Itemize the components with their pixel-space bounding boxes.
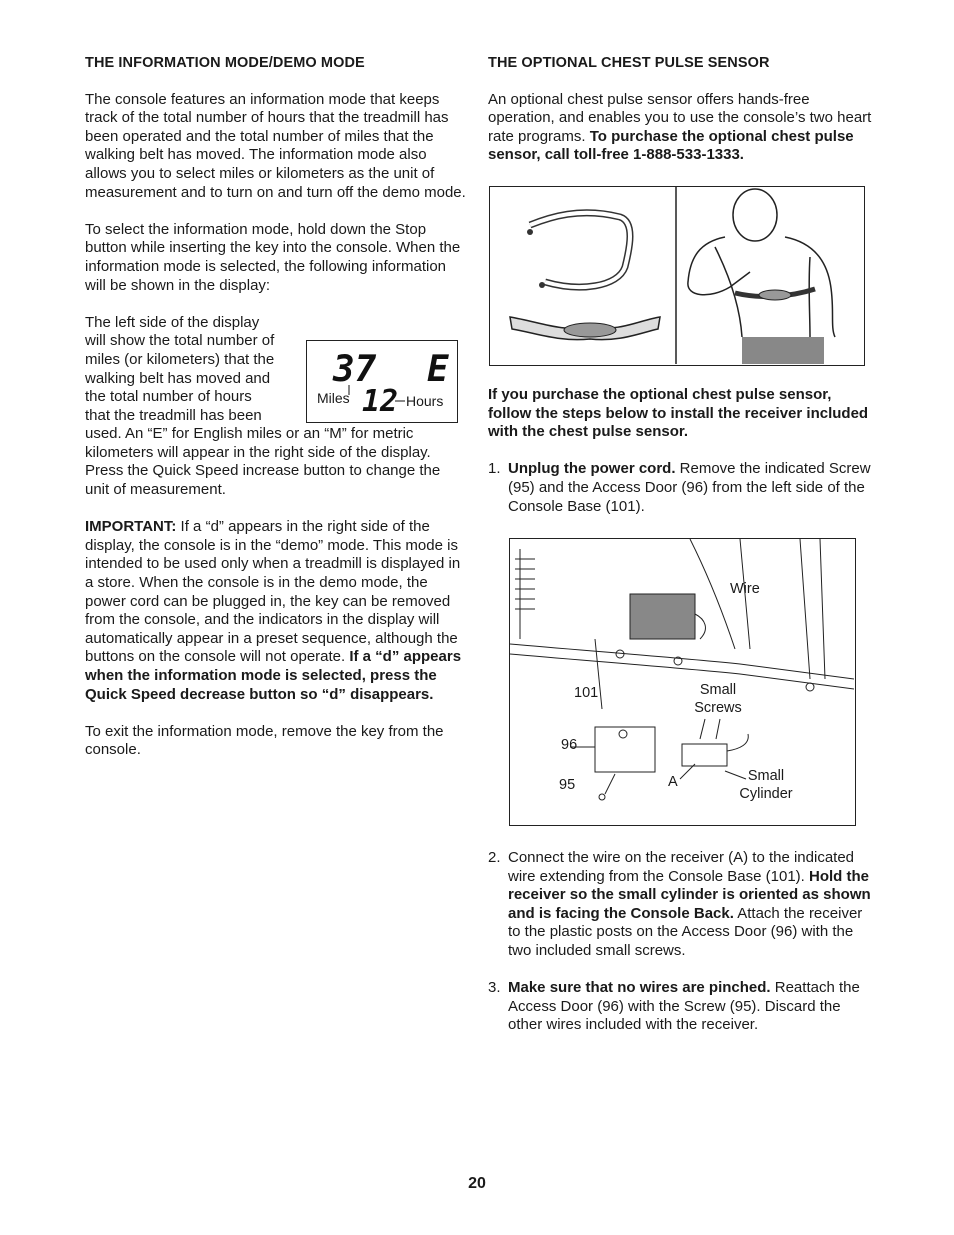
step-bold: Make sure that no wires are pinched.: [508, 979, 771, 997]
chest-pulse-intro: [488, 91, 872, 165]
text-line: walking belt has moved and: [85, 369, 271, 387]
important-bold-instruction: If a “d” appears when the information mode is selected, press the Quick Speed decrease button so “d” disappears.: [85, 648, 462, 703]
step-text: Remove the indicated Screw (95) and the Access Door (96) from the left side of the Console Base (101).: [508, 460, 871, 515]
install-steps-continued: [488, 849, 872, 1054]
page-number: 20: [468, 1175, 486, 1192]
chest-strap-figure: [489, 186, 865, 366]
small-screws-label: Small Screws: [694, 682, 742, 716]
exit-information-mode: To exit the information mode, remove the key from the console.: [85, 722, 444, 759]
information-mode-intro: The console features an information mode that keeps track of the total number of hours that the treadmill has been operated and the total number of miles that the walking belt has moved. The information mode also allows you to select miles or kilometers as the unit of measurement and to turn on and turn off the demo mode.: [85, 90, 466, 201]
unit-indicator: E: [427, 349, 449, 390]
step-number: 2.: [488, 849, 501, 866]
step-bold: Hold the receiver so the small cylinder is oriented as shown and is facing the Console Back.: [508, 867, 871, 922]
step-bold: Unplug the power cord.: [508, 460, 676, 478]
information-mode-heading: THE INFORMATION MODE/DEMO MODE: [85, 55, 365, 71]
install-receiver-block: [488, 386, 872, 535]
information-mode-select-instructions: To select the information mode, hold down the Stop button while inserting the key into the console. When the information mode is selected, the following information will be shown in the display:: [85, 220, 461, 294]
install-step: [488, 849, 872, 961]
install-step: [488, 460, 872, 516]
chest-pulse-intro-text: An optional chest pulse sensor offers hands-free operation, and enables you to use the console’s two heart rate programs.: [488, 90, 872, 145]
part-101-label: 101: [574, 685, 599, 701]
wire-label: Wire: [730, 581, 760, 597]
install-receiver-intro: [488, 386, 872, 442]
console-base-figure: [509, 538, 856, 826]
miles-label: Miles: [317, 390, 350, 406]
important-text: If a “d” appears in the right side of the display, the console is in the “demo” mode. This mode is intended to be used only when a treadmill is displayed in a store. When the console is in the demo mode, the power cord can be plugged in, the key can be removed from the console, and the indicators in the display will automatically appear in a preset sequence, although the buttons on the console will not operate.: [85, 518, 461, 666]
part-96-label: 96: [561, 737, 578, 753]
part-a-label: A: [668, 774, 678, 790]
step-text: Connect the wire on the receiver (A) to the indicated wire extending from the Console Base (101).: [508, 849, 855, 885]
install-receiver-intro-text: If you purchase the optional chest pulse sensor, follow the steps below to install the receiver included with the chest pulse sensor.: [488, 386, 869, 441]
install-step: [488, 979, 872, 1035]
text-line: The left side of the display: [85, 313, 260, 331]
demo-mode-important: [85, 518, 467, 704]
console-display-figure: [306, 340, 458, 423]
step-number: 1.: [488, 460, 501, 478]
hours-label: Hours: [406, 393, 444, 409]
chest-strap-illustration: [490, 187, 863, 364]
step-number: 3.: [488, 979, 501, 997]
small-cylinder-label: Small Cylinder: [739, 768, 793, 802]
hours-value: 12: [362, 384, 399, 419]
right-column: [488, 54, 872, 184]
install-steps-list: [488, 849, 872, 1035]
install-steps-list: [488, 460, 872, 516]
part-95-label: 95: [559, 777, 576, 793]
purchase-phone-number: To purchase the optional chest pulse sensor, call toll-free 1-888-533-1333.: [488, 127, 854, 164]
display-description-lines: [85, 314, 300, 426]
step-text: Attach the receiver to the plastic posts on the Access Door (96) with the two included small screws.: [508, 904, 863, 959]
important-label: IMPORTANT:: [85, 518, 177, 536]
text-line: miles (or kilometers) that the: [85, 350, 275, 368]
text-line: will show the total number of: [85, 332, 275, 350]
display-description-rest: used. An “E” for English miles or an “M” for metric kilometers will appear in the right side of the display. Press the Quick Speed increase button to change the unit of measurement.: [85, 425, 441, 499]
miles-value: 37: [333, 349, 377, 390]
text-line: the total number of hours: [85, 388, 252, 406]
chest-pulse-heading: THE OPTIONAL CHEST PULSE SENSOR: [488, 55, 770, 71]
step-text: Reattach the Access Door (96) with the Screw (95). Discard the other wires included with the receiver.: [508, 979, 860, 1034]
text-line: that the treadmill has been: [85, 406, 262, 424]
